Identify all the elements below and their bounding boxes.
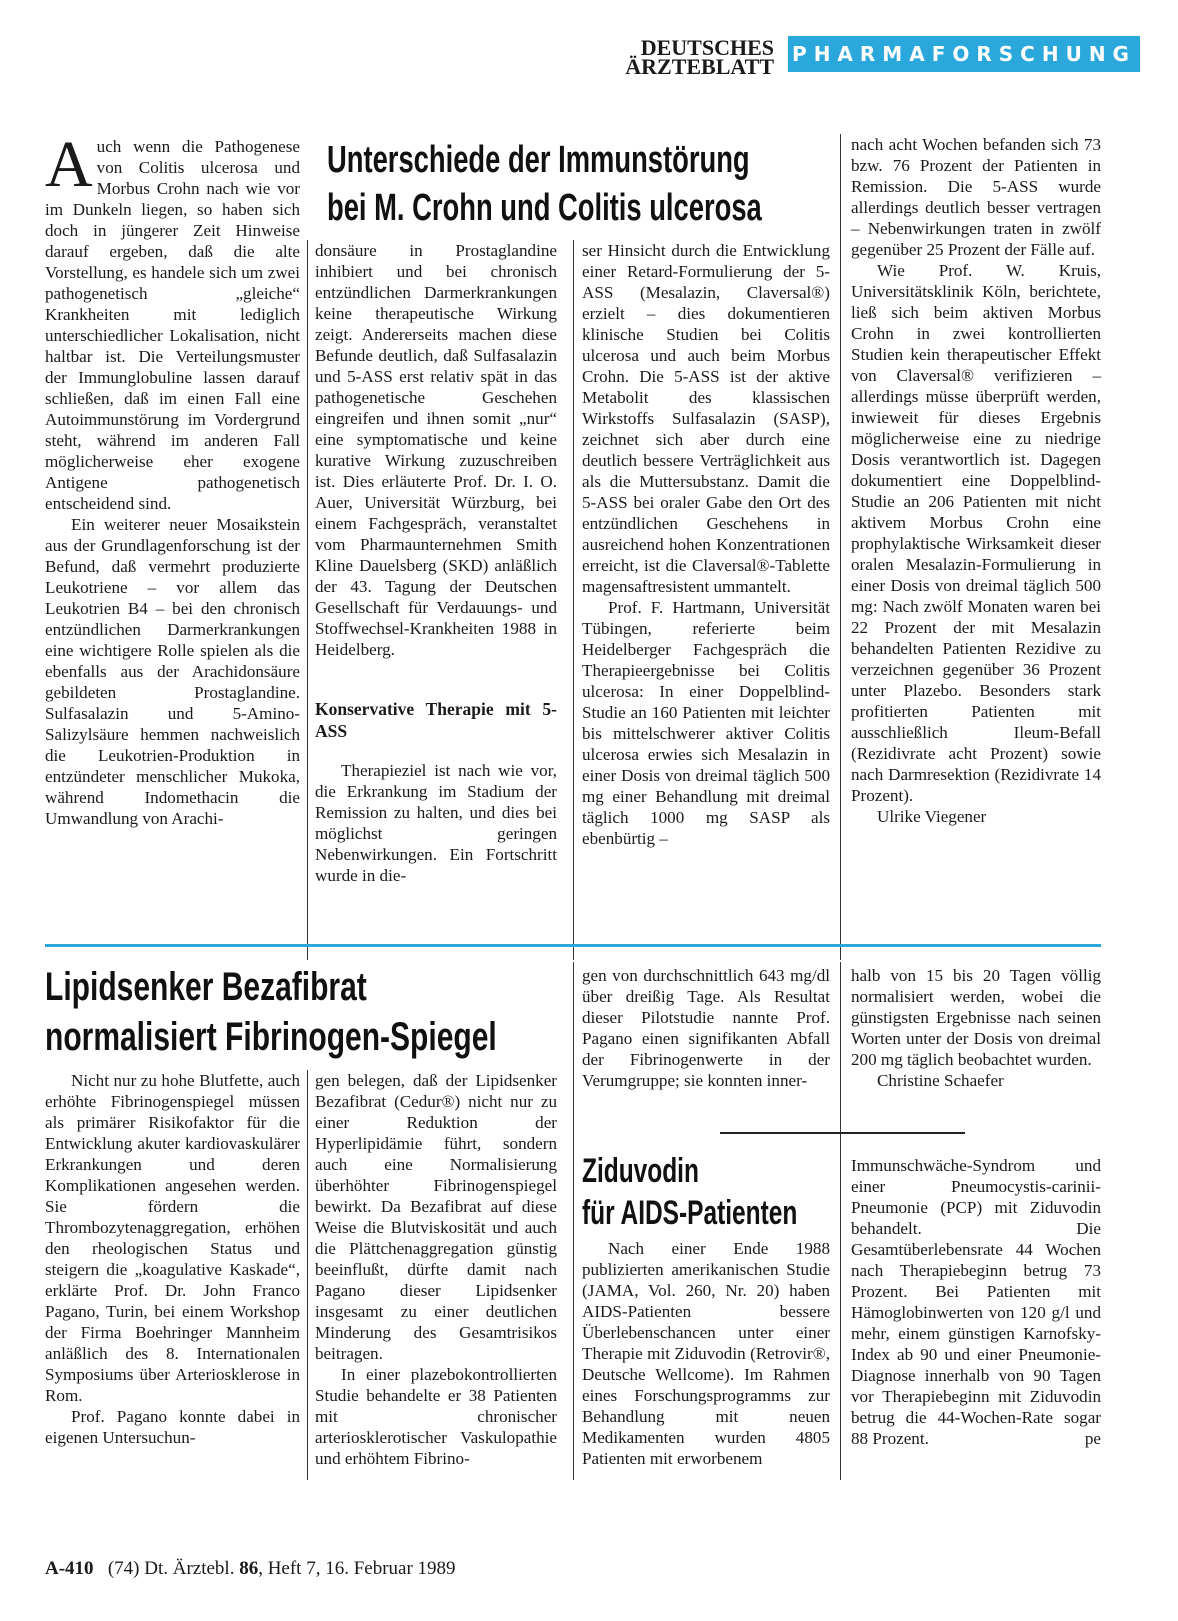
footer-issue-post: , Heft 7, 16. Februar 1989 — [258, 1558, 456, 1579]
article2-author: Christine Schaefer — [877, 1071, 1004, 1090]
column-divider — [840, 134, 841, 960]
section-banner: PHARMAFORSCHUNG — [788, 36, 1140, 72]
article3-col3-p1: Nach einer Ende 1988 publizierten amerikanischen Studie (JAMA, Vol. 260, Nr. 20) haben AIDS-Patienten bessere Überlebenschancen unter einer Therapie mit Ziduvodin (Retrovir®, Deutsche Wellcome). Im Rahmen eines Forschungsprogramms zur Behandlung mit neuen Medikamenten wurden 4805 Patienten mit erworbenem — [582, 1239, 830, 1468]
article3-title-line2: für AIDS-Patienten — [582, 1194, 798, 1232]
article1-col3-p1: ser Hinsicht durch die Entwicklung einer Retard-Formulierung der 5-ASS (Mesalazin, Claversal®) erzielt – dies dokumentieren klinische Studien bei Colitis ulcerosa und auch beim Morbus Crohn. Die 5-ASS ist der aktive Metabolit des klassischen Wirkstoffs Sulfasalazin (SASP), zeichnet sich aber durch eine deutlich bessere Verträglichkeit aus als die Muttersubstanz. Damit die 5-ASS bei oraler Gabe den Ort des entzündlichen Geschehens in ausreichend hohen Konzentrationen erreicht, ist die Claversal®-Tablette magensaftresistent ummantelt. — [582, 241, 830, 596]
article2-title-line1: Lipidsenker Bezafibrat — [45, 965, 367, 1009]
footer-volume: 86 — [239, 1558, 259, 1579]
article1-col1-p1: uch wenn die Pathogenese von Colitis ulcerosa und Morbus Crohn nach wie vor im Dunkeln liegen, so haben sich doch in jüngerer Zeit Hinweise darauf ergeben, daß die alte Vorstellung, es handele sich um zwei pathogenetisch „gleiche“ Krankheiten mit lediglich unterschiedlicher Lokalisation, nicht haltbar ist. Die Verteilungsmuster der Immunglobuline lassen darauf schließen, daß im einen Fall eine Autoimmunstörung im Vordergrund steht, während im anderen Fall möglicherweise eher exogene Antigene pathogenetisch entscheidend sind. — [45, 137, 300, 513]
article2-col1-p2: Prof. Pagano konnte dabei in eigenen Untersuchun- — [45, 1407, 300, 1447]
article1-col4-p1: nach acht Wochen befanden sich 73 bzw. 76 Prozent der Patienten in Remission. Die 5-ASS wurde allerdings deutlich besser vertragen – Nebenwirkungen traten in zwölf gegenüber 25 Prozent der Fälle auf. — [851, 135, 1101, 259]
article-separator — [720, 1132, 965, 1134]
article2-col4-p1: halb von 15 bis 20 Tagen völlig normalisiert werden, wobei die günstigsten Ergebnisse nach seinen Worten unter der Dosis von dreimal 200 mg täglich beobachtet wurden. — [851, 966, 1101, 1069]
column-divider — [307, 240, 308, 960]
article2-col2-p2: In einer plazebokontrollierten Studie behandelte er 38 Patienten mit chronischer arteriosklerotischer Vaskulopathie und erhöhtem Fibrino- — [315, 1365, 557, 1468]
article1-col4-p2: Wie Prof. W. Kruis, Universitätsklinik Köln, berichtete, ließ sich beim aktiven Morbus Crohn in zwei kontrollierten Studien kein therapeutischer Effekt von Claversal® verifizieren – allerdings müsse überprüft werden, inwieweit für dieses Ergebnis möglicherweise eine zu niedrige Dosis verantwortlich ist. Dagegen dokumentiert eine Doppelblind-Studie an 206 Patienten mit nicht aktivem Morbus Crohn eine prophylaktische Wirksamkeit dieser oralen Mesalazin-Formulierung in einer Dosis von dreimal täglich 500 mg: Nach zwölf Monaten waren bei 22 Prozent der mit Mesalazin behandelten Patienten Rezidive zu verzeichnen gegenüber 36 Prozent unter Plazebo. Besonders stark profitierten Patienten mit ausschließlich Ileum-Befall (Rezidivrate acht Prozent) sowie nach Darmresektion (Rezidivrate 14 Prozent). — [851, 261, 1101, 805]
masthead-logo — [604, 35, 774, 79]
section-divider — [45, 944, 1101, 947]
article1-title — [327, 136, 762, 232]
article2-col3 — [582, 965, 830, 1091]
article2-title — [45, 962, 497, 1062]
article1-col4 — [851, 134, 1101, 827]
article2-col3-p1: gen von durchschnittlich 643 mg/dl über dreißig Tage. Als Resultat dieser Pilotstudie nannte Prof. Pagano einen signifikanten Abfall der Fibrinogenwerte in der Verumgruppe; sie konnten inner- — [582, 966, 830, 1090]
article1-col3-p2: Prof. F. Hartmann, Universität Tübingen, referierte beim Heidelberger Fachgespräch die Therapieergebnisse bei Colitis ulcerosa: In einer Doppelblind-Studie an 160 Patienten mit leichter bis mittelschwerer aktiver Colitis ulcerosa erwies sich Mesalazin in einer Dosis von dreimal täglich 500 mg einer Behandlung mit dreimal täglich 1000 mg SASP als ebenbürtig – — [582, 598, 830, 848]
article3-col4 — [851, 1155, 1101, 1449]
page-footer — [45, 1558, 456, 1580]
article3-col3 — [582, 1238, 830, 1469]
article3-title-line1: Ziduvodin — [582, 1152, 699, 1190]
article2-col1-p1: Nicht nur zu hohe Blutfette, auch erhöhte Fibrinogenspiegel müssen als primärer Risikofaktor für die Entwicklung akuter kardiovaskulärer Erkrankungen und deren Komplikationen angesehen werden. Sie fördern die Thrombozytenaggregation, erhöhen den rheologischen Status und steigern die „koagulative Kaskade“, erklärte Prof. Dr. John Franco Pagano, Turin, bei einem Workshop der Firma Boehringer Mannheim anläßlich des 8. Internationalen Symposiums über Arteriosklerose in Rom. — [45, 1071, 300, 1405]
article2-col1 — [45, 1070, 300, 1448]
article2-title-line2: normalisiert Fibrinogen-Spiegel — [45, 1015, 497, 1059]
article3-title — [582, 1150, 797, 1234]
article1-title-line1: Unterschiede der Immunstörung — [327, 139, 750, 181]
masthead-line2: ÄRZTEBLATT — [625, 54, 774, 79]
column-divider — [573, 962, 574, 1480]
article2-col2-p1: gen belegen, daß der Lipidsenker Bezafibrat (Cedur®) nicht nur zu einer Reduktion der Hyperlipidämie führt, sondern auch eine Normalisierung überhöhter Fibrinogenspiegel bewirkt. Da Bezafibrat auf diese Weise die Blutviskosität und auch die Plättchenaggregation günstig beeinflußt, dürfte damit nach Pagano dieser Lipidsenker insgesamt zu einer deutlichen Minderung des Gesamtrisikos beitragen. — [315, 1071, 557, 1363]
article2-col4 — [851, 965, 1101, 1091]
article2-col2 — [315, 1070, 557, 1469]
article1-dropcap: A — [45, 128, 93, 201]
article1-col2-p2: Therapieziel ist nach wie vor, die Erkrankung im Stadium der Remission zu halten, und dies bei möglichst geringen Nebenwirkungen. Ein Fortschritt wurde in die- — [315, 761, 557, 885]
column-divider — [307, 1070, 308, 1480]
article3-author: pe — [1084, 1429, 1101, 1448]
article1-col1 — [45, 128, 300, 829]
column-divider — [840, 962, 841, 1480]
page-number: A-410 — [45, 1558, 94, 1579]
article1-col2-p1: donsäure in Prostaglandine inhibiert und bei chronisch entzündlichen Darmerkrankungen keine therapeutische Wirkung zeigt. Andererseits machen diese Befunde deutlich, daß Sulfasalazin und 5-ASS erst relativ spät in das pathogenetische Geschehen eingreifen und ihnen somit „nur“ eine symptomatische und keine kurative Wirkung zuzuschreiben ist. Dies erläuterte Prof. Dr. I. O. Auer, Universität Würzburg, bei einem Fachgespräch, veranstaltet vom Pharmaunternehmen Smith Kline Dauelsberg (SKD) anläßlich der 43. Tagung der Deutschen Gesellschaft für Verdauungs- und Stoffwechsel-Krankheiten 1988 in Heidelberg. — [315, 241, 557, 659]
article1-col2 — [315, 240, 557, 886]
article3-col4-p1: Immunschwäche-Syndrom und einer Pneumocystis-carinii-Pneumonie (PCP) mit Ziduvodin behandelt. Die Gesamtüberlebensrate 44 Wochen nach Therapiebeginn betrug 73 Prozent. Bei Patienten mit Hämoglobinwerten von 120 g/l und mehr, einem günstigen Karnofsky-Index ab 90 und einer Pneumonie-Diagnose innerhalb von 90 Tagen vor Therapiebeginn mit Ziduvodin betrug die 44-Wochen-Rate sogar 88 Prozent. — [851, 1156, 1101, 1448]
article1-col3 — [582, 240, 830, 849]
masthead-line1: DEUTSCHES — [640, 35, 774, 60]
footer-issue-pre: (74) Dt. Ärztebl. — [107, 1558, 235, 1579]
article1-author: Ulrike Viegener — [877, 807, 987, 826]
article1-title-line2: bei M. Crohn und Colitis ulcerosa — [327, 187, 762, 229]
article1-col1-p2: Ein weiterer neuer Mosaikstein aus der Grundlagenforschung ist der Befund, daß vermehrt produzierte Leukotriene – vor allem das Leukotrien B4 – bei den chronisch entzündlichen Darmerkrankungen eine wichtigere Rolle spielen als die ebenfalls aus der Arachidonsäure gebildeten Prostaglandine. Sulfasalazin und 5-Amino-Salizylsäure hemmen nachweislich die Leukotrien-Produktion in entzündeter menschlicher Mukoka, während Indomethacin die Umwandlung von Arachi- — [45, 515, 300, 828]
article1-subhead: Konservative Therapie mit 5-ASS — [315, 699, 557, 741]
column-divider — [573, 240, 574, 960]
